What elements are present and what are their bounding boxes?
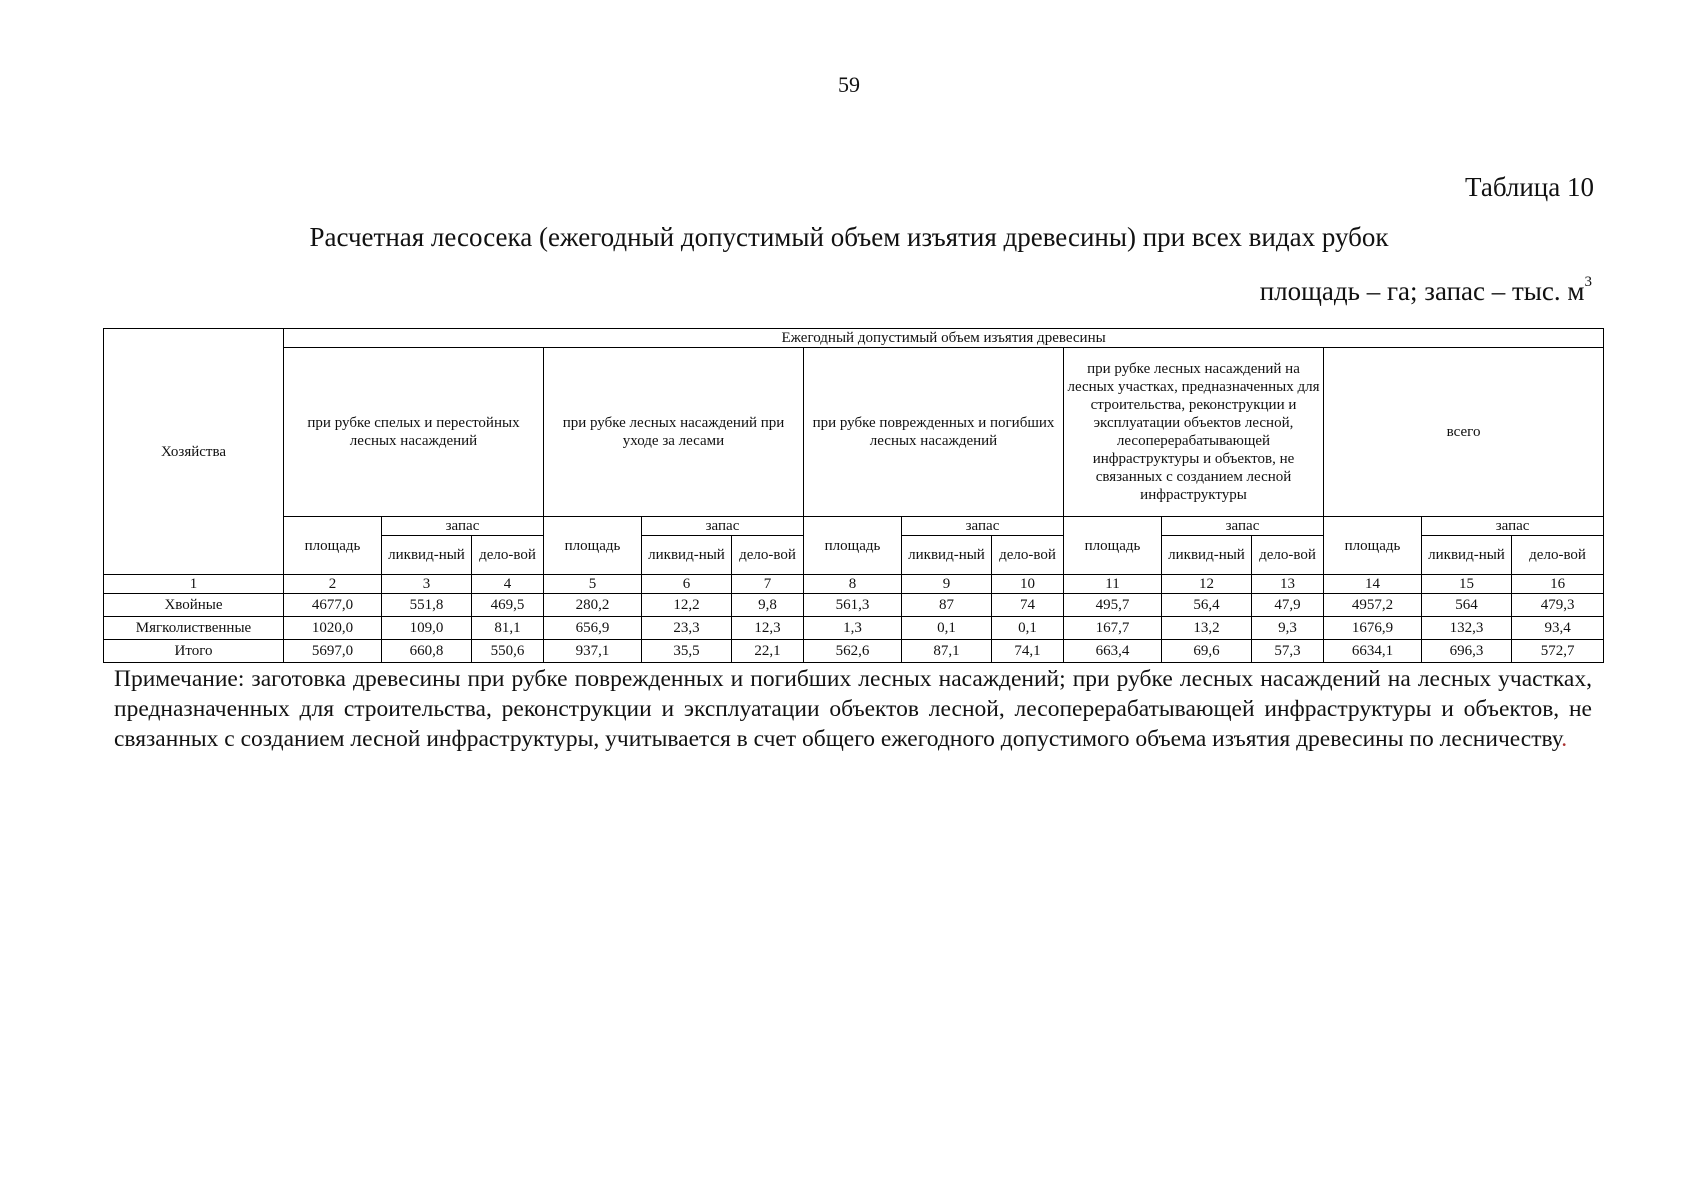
column-number: 5 xyxy=(544,575,642,594)
table-cell: 87 xyxy=(902,594,992,617)
table-cell: 1676,9 xyxy=(1324,617,1422,640)
table-cell: 280,2 xyxy=(544,594,642,617)
table-cell: 12,3 xyxy=(732,617,804,640)
table-cell: 0,1 xyxy=(902,617,992,640)
document-title: Расчетная лесосека (ежегодный допустимый объем изъятия древесины) при всех видах рубок xyxy=(309,222,1389,252)
group-header-damaged: при рубке поврежденных и погибших лесных насаждений xyxy=(804,348,1064,517)
allowable-cut-table xyxy=(103,328,1604,663)
table-row xyxy=(104,594,1604,617)
table-cell: 5697,0 xyxy=(284,640,382,663)
column-number: 16 xyxy=(1512,575,1604,594)
table-cell: 47,9 xyxy=(1252,594,1324,617)
business-header: дело-вой xyxy=(992,536,1064,575)
footnote-text: Примечание: заготовка древесины при рубке поврежденных и погибших лесных насаждений; при рубке лесных насаждений на лесных участках, предназначенных для строительства, реконструкции и эксплуатации объектов лесной, лесоперерабатывающей инфраструктуры и объектов, не связанных с созданием лесной инфраструктуры, учитывается в счет общего ежегодного допустимого объема изъятия древесины по лесничеству xyxy=(114,666,1592,752)
liquid-header: ликвид-ный xyxy=(1162,536,1252,575)
table-cell: 6634,1 xyxy=(1324,640,1422,663)
area-header: площадь xyxy=(544,517,642,575)
area-header: площадь xyxy=(1324,517,1422,575)
table-cell: 562,6 xyxy=(804,640,902,663)
table-cell: 109,0 xyxy=(382,617,472,640)
stock-header: запас xyxy=(902,517,1064,536)
table-cell: 22,1 xyxy=(732,640,804,663)
table-cell: 572,7 xyxy=(1512,640,1604,663)
column-number: 1 xyxy=(104,575,284,594)
footnote-end: . xyxy=(1561,726,1568,752)
column-number: 11 xyxy=(1064,575,1162,594)
column-number-row xyxy=(104,575,1604,594)
liquid-header: ликвид-ный xyxy=(382,536,472,575)
column-number: 10 xyxy=(992,575,1064,594)
table-cell: 12,2 xyxy=(642,594,732,617)
area-header: площадь xyxy=(284,517,382,575)
group-header-mature: при рубке спелых и перестойных лесных насаждений xyxy=(284,348,544,517)
business-header: дело-вой xyxy=(1512,536,1604,575)
column-number: 7 xyxy=(732,575,804,594)
column-number: 4 xyxy=(472,575,544,594)
table-cell: 550,6 xyxy=(472,640,544,663)
table-cell: 0,1 xyxy=(992,617,1064,640)
table-cell: 167,7 xyxy=(1064,617,1162,640)
table-row xyxy=(104,640,1604,663)
row-header-cell: Хозяйства xyxy=(104,329,284,575)
table-cell: 551,8 xyxy=(382,594,472,617)
units-superscript: 3 xyxy=(1584,274,1592,290)
footnote xyxy=(114,664,1592,754)
table-cell: 35,5 xyxy=(642,640,732,663)
row-name: Мягколиственные xyxy=(104,617,284,640)
table-cell: 479,3 xyxy=(1512,594,1604,617)
table-cell: 132,3 xyxy=(1422,617,1512,640)
table-cell: 564 xyxy=(1422,594,1512,617)
stock-header: запас xyxy=(1162,517,1324,536)
business-header: дело-вой xyxy=(1252,536,1324,575)
table-cell: 1020,0 xyxy=(284,617,382,640)
table-cell: 656,9 xyxy=(544,617,642,640)
table-cell: 23,3 xyxy=(642,617,732,640)
table-cell: 663,4 xyxy=(1064,640,1162,663)
area-header: площадь xyxy=(804,517,902,575)
group-header-total: всего xyxy=(1324,348,1604,517)
table-cell: 74 xyxy=(992,594,1064,617)
column-number: 3 xyxy=(382,575,472,594)
units-line xyxy=(1260,276,1592,307)
table-caption: Таблица 10 xyxy=(1465,172,1594,202)
table-cell: 9,8 xyxy=(732,594,804,617)
table-cell: 4677,0 xyxy=(284,594,382,617)
table-cell: 4957,2 xyxy=(1324,594,1422,617)
table-cell: 660,8 xyxy=(382,640,472,663)
table-cell: 93,4 xyxy=(1512,617,1604,640)
column-number: 8 xyxy=(804,575,902,594)
liquid-header: ликвид-ный xyxy=(902,536,992,575)
table-cell: 1,3 xyxy=(804,617,902,640)
row-name: Итого xyxy=(104,640,284,663)
liquid-header: ликвид-ный xyxy=(642,536,732,575)
column-number: 2 xyxy=(284,575,382,594)
table-cell: 937,1 xyxy=(544,640,642,663)
page-number: 59 xyxy=(838,72,860,97)
table-cell: 87,1 xyxy=(902,640,992,663)
column-number: 15 xyxy=(1422,575,1512,594)
stock-header: запас xyxy=(642,517,804,536)
table-cell: 56,4 xyxy=(1162,594,1252,617)
business-header: дело-вой xyxy=(472,536,544,575)
liquid-header: ликвид-ный xyxy=(1422,536,1512,575)
table-cell: 69,6 xyxy=(1162,640,1252,663)
column-number: 13 xyxy=(1252,575,1324,594)
table-cell: 57,3 xyxy=(1252,640,1324,663)
group-header-thinning: при рубке лесных насаждений при уходе за лесами xyxy=(544,348,804,517)
units-text: площадь – га; запас – тыс. м xyxy=(1259,276,1585,306)
area-header: площадь xyxy=(1064,517,1162,575)
table-row xyxy=(104,617,1604,640)
business-header: дело-вой xyxy=(732,536,804,575)
table-cell: 13,2 xyxy=(1162,617,1252,640)
column-number: 9 xyxy=(902,575,992,594)
table-cell: 696,3 xyxy=(1422,640,1512,663)
table-cell: 74,1 xyxy=(992,640,1064,663)
stock-header: запас xyxy=(382,517,544,536)
group-header-construction: при рубке лесных насаждений на лесных участках, предназначенных для строительства, реконструкции и эксплуатации объектов лесной, лесоперерабатывающей инфраструктуры и объектов, не связанных с созданием лесной инфраструктуры xyxy=(1064,348,1324,517)
table-cell: 81,1 xyxy=(472,617,544,640)
column-number: 12 xyxy=(1162,575,1252,594)
table-cell: 495,7 xyxy=(1064,594,1162,617)
row-name: Хвойные xyxy=(104,594,284,617)
table-cell: 469,5 xyxy=(472,594,544,617)
column-number: 6 xyxy=(642,575,732,594)
group-header-cell: Ежегодный допустимый объем изъятия древесины xyxy=(284,329,1604,348)
table-cell: 9,3 xyxy=(1252,617,1324,640)
stock-header: запас xyxy=(1422,517,1604,536)
column-number: 14 xyxy=(1324,575,1422,594)
table-cell: 561,3 xyxy=(804,594,902,617)
